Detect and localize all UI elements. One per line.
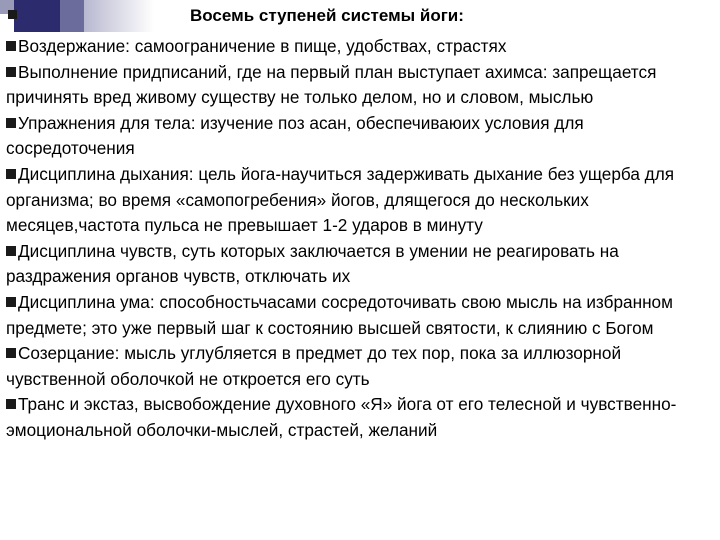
- header-decor-bar-mid: [60, 0, 84, 32]
- square-bullet-icon: [6, 169, 16, 179]
- list-item-text: Дисциплина чувств, суть которых заключается в умении не реагировать на раздражения органов чувств, отключать их: [6, 240, 619, 287]
- list-item-text: Выполнение придписаний, где на первый план выступает ахимса: запрещается причинять вред живому существу не только делом, но и словом, мыслью: [6, 61, 657, 108]
- list-item-text: Дисциплина дыхания: цель йога-научиться задерживать дыхание без ущерба для организма; во время «самопогребения» йогов, длящегося до нескольких месяцев,частота пульса не превышает 1-2 ударов в минуту: [6, 163, 675, 236]
- list-item-text: Транс и экстаз, высвобождение духовного «Я» йога от его телесной и чувственно-эмоциональной оболочки-мыслей, страстей, желаний: [6, 394, 677, 440]
- list-item-4: [6, 162, 712, 239]
- header-decor-bar-dark: [14, 0, 60, 32]
- list-item-7: [6, 341, 712, 392]
- list-item-8: [6, 392, 712, 443]
- list-item-text: Упражнения для тела: изучение поз асан, обеспечиваюих условия для сосредоточения: [6, 112, 584, 159]
- list-item-1: [6, 34, 712, 60]
- square-bullet-icon: [6, 246, 16, 256]
- square-bullet-icon: [6, 41, 16, 51]
- list-item-text: Воздержание: самоограничение в пище, удобствах, страстях: [18, 36, 507, 56]
- square-bullet-icon: [6, 348, 16, 358]
- list-item-3: [6, 111, 712, 162]
- list-item-5: [6, 239, 712, 290]
- square-bullet-icon: [6, 399, 16, 409]
- list-item-6: [6, 290, 712, 341]
- slide-title: Восемь ступеней системы йоги:: [190, 6, 464, 25]
- title-bullet-icon: [8, 10, 17, 19]
- square-bullet-icon: [6, 118, 16, 128]
- list-item-text: Созерцание: мысль углубляется в предмет до тех пор, пока за иллюзорной чувственной оболочкой не откроется его суть: [6, 343, 622, 389]
- header-decor-bar-gradient: [84, 0, 154, 32]
- square-bullet-icon: [6, 297, 16, 307]
- bullet-list: [6, 34, 712, 444]
- square-bullet-icon: [6, 67, 16, 77]
- list-item-text: Дисциплина ума: способностьчасами сосредоточивать свою мысль на избранном предмете; это уже первый шаг к состоянию высшей святости, к слиянию с Богом: [6, 291, 673, 338]
- list-item-2: [6, 60, 712, 111]
